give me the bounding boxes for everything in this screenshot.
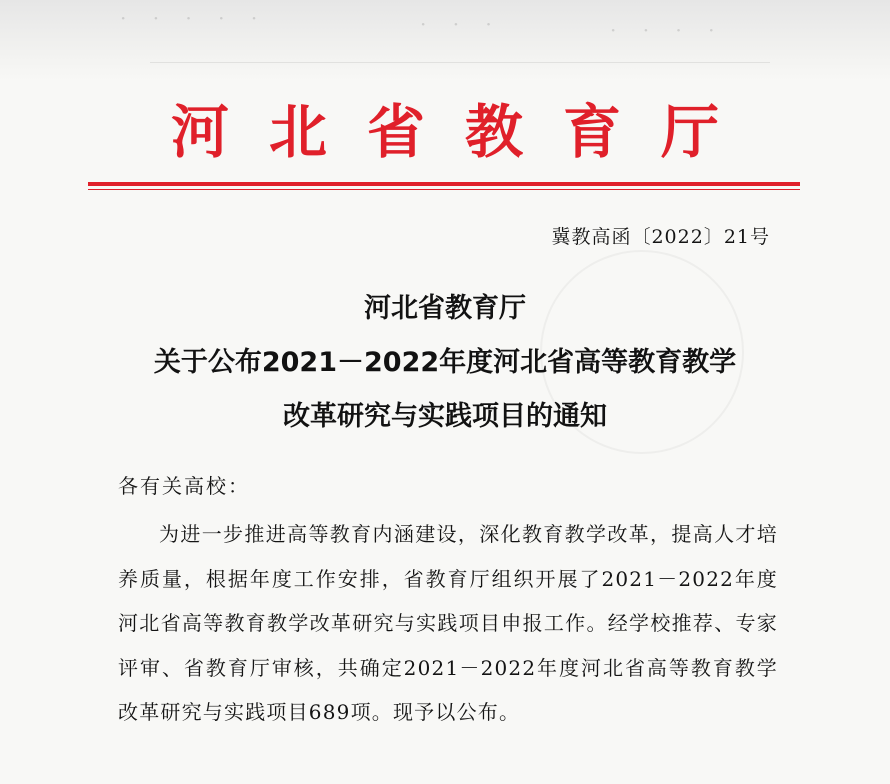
title-line-1: 河北省教育厅: [364, 293, 526, 324]
bleed-through-text: · · · · ·: [120, 6, 268, 30]
title-line-2: 关于公布2021－2022年度河北省高等教育教学: [153, 347, 737, 378]
letterhead-title: 河北省教育厅: [170, 98, 759, 166]
title-line-3: 改革研究与实践项目的通知: [283, 401, 607, 432]
letterhead-rule-thick: [88, 182, 800, 186]
letterhead-rule-thin: [88, 189, 800, 190]
bleed-through-text: · · ·: [420, 12, 502, 36]
bleed-through-text: · · · ·: [610, 18, 725, 42]
notice-title: [0, 282, 890, 444]
document-number: 冀教高函〔2022〕21号: [551, 226, 770, 248]
bleed-through-line: [150, 62, 770, 63]
body-paragraph: 为进一步推进高等教育内涵建设，深化教育教学改革，提高人才培养质量，根据年度工作安排，省教育厅组织开展了2021－2022年度河北省高等教育教学改革研究与实践项目申报工作。经学校推荐、专家评审、省教育厅审核，共确定2021－2022年度河北省高等教育教学改革研究与实践项目689项。现予以公布。: [118, 522, 778, 724]
salutation: 各有关高校：: [118, 474, 250, 498]
